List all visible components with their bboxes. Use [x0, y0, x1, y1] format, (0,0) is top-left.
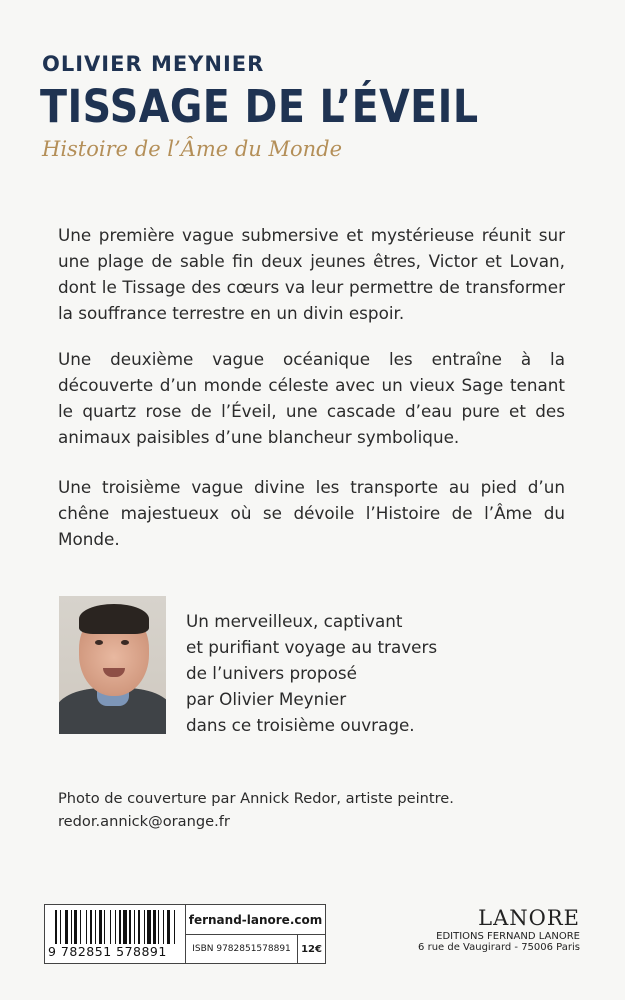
ean-number: 9 782851 578891	[48, 944, 167, 959]
photo-credit: Photo de couverture par Annick Redor, artiste peintre.	[58, 790, 454, 807]
photo-eye-right	[121, 640, 129, 645]
cover-credit	[58, 787, 454, 833]
synopsis-paragraph-2: Une deuxième vague océanique les entraîne à la découverte d’un monde céleste avec un vieux Sage tenant le quartz rose de l’Éveil, une cascade d’eau pure et des animaux paisibles d’une blancheur symbolique.	[58, 349, 565, 447]
publisher-info	[418, 906, 580, 953]
barcode-bar	[138, 910, 140, 944]
barcode-bar	[174, 910, 175, 944]
publisher-logo: LANORE	[478, 906, 580, 930]
barcode-bar	[55, 910, 57, 944]
synopsis-paragraph-1: Une première vague submersive et mystérieuse réunit sur une plage de sable fin deux jeunes êtres, Victor et Lovan, dont le Tissage des cœurs va leur permettre de transformer la souffrance terrestre en un divin espoir.	[58, 225, 565, 323]
barcode-bars	[55, 910, 180, 944]
barcode-bar	[110, 910, 111, 944]
author-name: OLIVIER MEYNIER	[42, 52, 265, 76]
blurb-line: et purifiant voyage au travers	[186, 637, 438, 657]
barcode-bar	[65, 910, 69, 944]
barcode-bar	[115, 910, 116, 944]
blurb-line: Un merveilleux, captivant	[186, 611, 403, 631]
barcode-bar	[158, 910, 159, 944]
price-label: 12€	[301, 943, 322, 955]
barcode-bar	[90, 910, 92, 944]
publisher-website: fernand-lanore.com	[186, 905, 325, 935]
blurb-line: de l’univers proposé	[186, 663, 357, 683]
barcode-bar	[163, 910, 164, 944]
barcode-bar	[99, 910, 101, 944]
publisher-name: EDITIONS FERNAND LANORE	[436, 931, 580, 942]
barcode-bar	[119, 910, 121, 944]
barcode	[45, 905, 186, 963]
barcode-block	[44, 904, 326, 964]
isbn-number: ISBN 9782851578891	[186, 935, 298, 963]
blurb-line: dans ce troisième ouvrage.	[186, 715, 415, 735]
barcode-bar	[134, 910, 135, 944]
photo-hair	[79, 604, 149, 634]
barcode-bar	[144, 910, 145, 944]
barcode-bar	[129, 910, 130, 944]
synopsis-paragraph-3: Une troisième vague divine les transporte au pied d’un chêne majestueux où se dévoile l’Histoire de l’Âme du Monde.	[58, 477, 565, 549]
barcode-bar	[86, 910, 87, 944]
publisher-address: 6 rue de Vaugirard - 75006 Paris	[418, 942, 580, 953]
barcode-bar	[95, 910, 96, 944]
barcode-bar	[60, 910, 61, 944]
barcode-bar	[147, 910, 151, 944]
barcode-bar	[167, 910, 171, 944]
book-title: TISSAGE DE L’ÉVEIL	[40, 80, 479, 133]
blurb-line: par Olivier Meynier	[186, 689, 347, 709]
author-blurb	[186, 608, 437, 738]
author-photo	[59, 596, 166, 734]
barcode-bar	[123, 910, 127, 944]
artist-email: redor.annick@orange.fr	[58, 813, 230, 830]
barcode-bar	[71, 910, 72, 944]
photo-eye-left	[95, 640, 103, 645]
barcode-bar	[153, 910, 155, 944]
barcode-bar	[74, 910, 76, 944]
barcode-bar	[80, 910, 81, 944]
barcode-bar	[104, 910, 105, 944]
book-subtitle: Histoire de l’Âme du Monde	[42, 137, 343, 161]
